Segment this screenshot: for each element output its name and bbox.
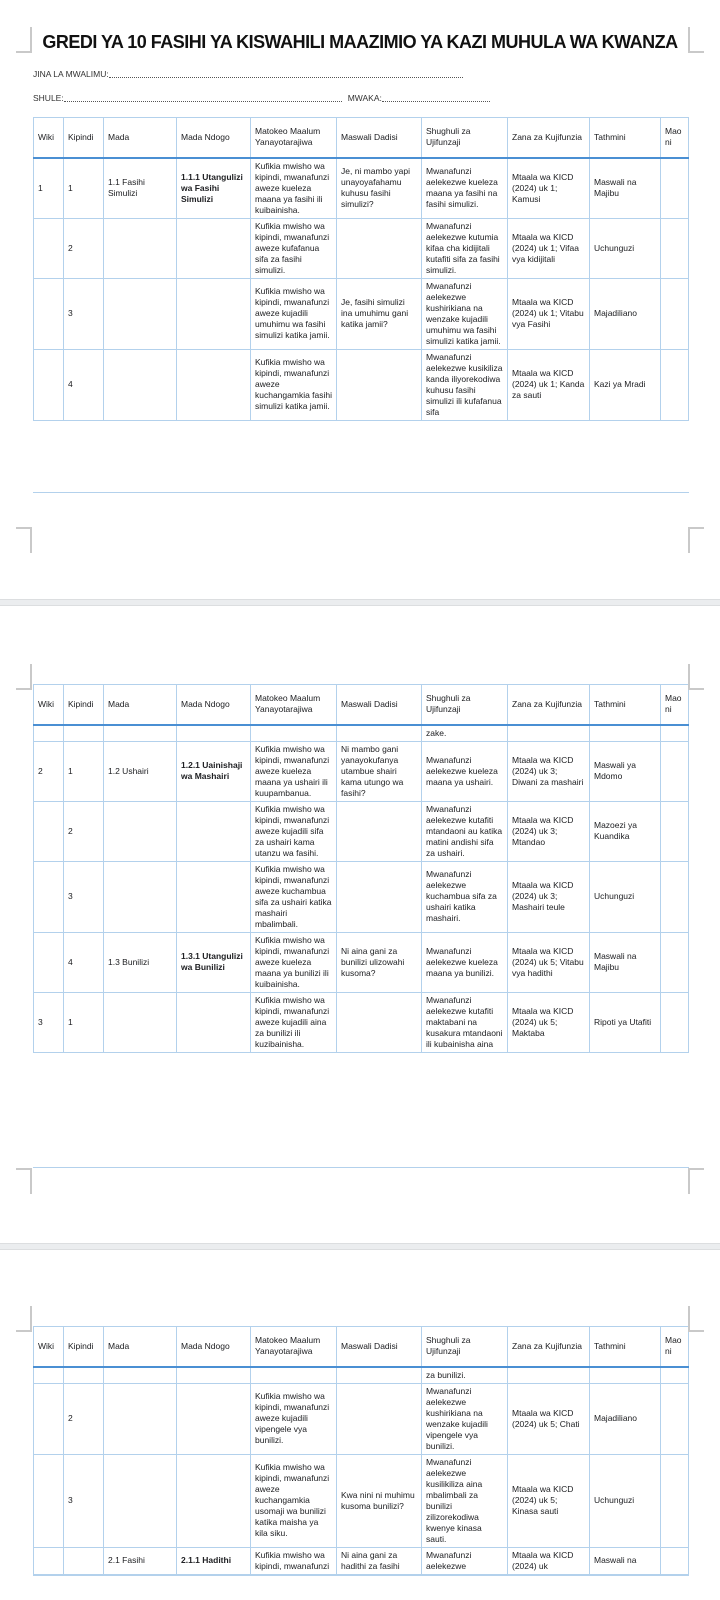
cell-mada xyxy=(104,801,177,861)
column-header: Mada Ndogo xyxy=(177,1327,251,1367)
cell-wiki xyxy=(34,1383,64,1454)
column-header: Mada xyxy=(104,685,177,725)
cell-shughuli: za bunilizi. xyxy=(422,1367,508,1384)
column-header: Wiki xyxy=(34,118,64,158)
year-label: MWAKA: xyxy=(347,93,382,103)
cell-zana: Mtaala wa KICD (2024) uk 1; Vitabu vya Fasihi xyxy=(508,278,590,349)
cell-matokeo: Kufikia mwisho wa kipindi, mwanafunzi aweze kuchangamkia fasihi simulizi katika jamii. xyxy=(251,349,337,420)
cell-maoni xyxy=(661,801,689,861)
cell-matokeo: Kufikia mwisho wa kipindi, mwanafunzi aweze kufafanua sifa za fasihi simulizi. xyxy=(251,218,337,278)
cell-mada-ndogo: 2.1.1 Hadithi xyxy=(177,1547,251,1574)
scheme-of-work-table xyxy=(33,1326,689,1575)
cell-maswali: Je, fasihi simulizi ina umuhimu gani katika jamii? xyxy=(337,278,422,349)
table-header-row xyxy=(34,118,689,158)
cell-wiki xyxy=(34,1547,64,1574)
cell-kipindi: 4 xyxy=(64,932,104,992)
cell-wiki xyxy=(34,725,64,742)
cell-tathmini xyxy=(590,1367,661,1384)
cell-wiki xyxy=(34,218,64,278)
cell-maswali xyxy=(337,1367,422,1384)
cell-kipindi: 2 xyxy=(64,218,104,278)
table-header-row xyxy=(34,685,689,725)
cell-zana: Mtaala wa KICD (2024) uk 5; Chati xyxy=(508,1383,590,1454)
teacher-name-label: JINA LA MWALIMU: xyxy=(33,69,109,79)
cell-kipindi: 2 xyxy=(64,1383,104,1454)
cell-maswali xyxy=(337,992,422,1052)
column-header: Shughuli za Ujifunzaji xyxy=(422,118,508,158)
column-header: Mada xyxy=(104,1327,177,1367)
cell-zana: Mtaala wa KICD (2024) uk 3; Mashairi teule xyxy=(508,861,590,932)
cell-zana xyxy=(508,1367,590,1384)
cell-maoni xyxy=(661,349,689,420)
column-header: Mada xyxy=(104,118,177,158)
column-header: Maoni xyxy=(661,685,689,725)
cell-matokeo: Kufikia mwisho wa kipindi, mwanafunzi xyxy=(251,1547,337,1574)
cell-zana: Mtaala wa KICD (2024) uk 1; Kamusi xyxy=(508,158,590,219)
cell-tathmini: Mazoezi ya Kuandika xyxy=(590,801,661,861)
school-blank xyxy=(64,94,342,102)
cell-wiki xyxy=(34,1454,64,1547)
cell-maswali: Ni aina gani za hadithi za fasihi xyxy=(337,1547,422,1574)
cell-mada-ndogo xyxy=(177,725,251,742)
column-header: Kipindi xyxy=(64,1327,104,1367)
cell-zana: Mtaala wa KICD (2024) uk 3; Diwani za mashairi xyxy=(508,741,590,801)
cell-maswali xyxy=(337,725,422,742)
cell-maoni xyxy=(661,158,689,219)
cell-maoni xyxy=(661,992,689,1052)
column-header: Zana za Kujifunzia xyxy=(508,118,590,158)
cell-wiki: 1 xyxy=(34,158,64,219)
cell-mada xyxy=(104,725,177,742)
schedule-table-page2 xyxy=(33,684,689,1168)
scheme-of-work-table xyxy=(33,117,689,421)
page-3 xyxy=(0,1250,720,1600)
page-1 xyxy=(0,0,720,599)
cell-maoni xyxy=(661,741,689,801)
column-header: Mada Ndogo xyxy=(177,118,251,158)
column-header: Wiki xyxy=(34,1327,64,1367)
cell-mada xyxy=(104,1454,177,1547)
cell-shughuli: Mwanafunzi aelekezwe kusilikiliza aina mbalimbali za bunilizi zilizorekodiwa kwenye kinasa sauti. xyxy=(422,1454,508,1547)
table-row xyxy=(34,725,689,742)
column-header: Maswali Dadisi xyxy=(337,685,422,725)
cell-tathmini: Maswali na Majibu xyxy=(590,158,661,219)
cell-mada xyxy=(104,1383,177,1454)
table-row xyxy=(34,278,689,349)
column-header: Zana za Kujifunzia xyxy=(508,685,590,725)
page-corner-mark xyxy=(16,1306,32,1332)
page-corner-mark xyxy=(688,664,704,690)
cell-tathmini: Uchunguzi xyxy=(590,861,661,932)
cell-mada-ndogo xyxy=(177,1454,251,1547)
cell-maswali: Je, ni mambo yapi unayoyafahamu kuhusu fasihi simulizi? xyxy=(337,158,422,219)
cell-mada: 1.3 Bunilizi xyxy=(104,932,177,992)
cell-wiki xyxy=(34,278,64,349)
cell-maoni xyxy=(661,1454,689,1547)
cell-mada xyxy=(104,1367,177,1384)
cell-shughuli: Mwanafunzi aelekezwe kusikiliza kanda iliyorekodiwa kuhusu fasihi simulizi ili kufafanua sifa xyxy=(422,349,508,420)
scheme-of-work-table xyxy=(33,684,689,1053)
cell-mada-ndogo xyxy=(177,218,251,278)
table-row xyxy=(34,1547,689,1574)
column-header: Matokeo Maalum Yanayotarajiwa xyxy=(251,118,337,158)
cell-maswali xyxy=(337,801,422,861)
school-label: SHULE: xyxy=(33,93,64,103)
cell-mada xyxy=(104,278,177,349)
page-2 xyxy=(0,606,720,1243)
page-corner-mark xyxy=(16,27,32,53)
cell-maoni xyxy=(661,278,689,349)
cell-tathmini: Majadiliano xyxy=(590,278,661,349)
cell-kipindi: 1 xyxy=(64,741,104,801)
cell-wiki xyxy=(34,349,64,420)
cell-matokeo xyxy=(251,1367,337,1384)
table-row xyxy=(34,932,689,992)
cell-tathmini: Uchunguzi xyxy=(590,1454,661,1547)
cell-shughuli: Mwanafunzi aelekezwe xyxy=(422,1547,508,1574)
column-header: Shughuli za Ujifunzaji xyxy=(422,1327,508,1367)
column-header: Maswali Dadisi xyxy=(337,118,422,158)
column-header: Mada Ndogo xyxy=(177,685,251,725)
cell-mada xyxy=(104,992,177,1052)
cell-wiki xyxy=(34,1367,64,1384)
cell-kipindi: 3 xyxy=(64,1454,104,1547)
cell-mada-ndogo xyxy=(177,278,251,349)
table-row xyxy=(34,801,689,861)
column-header: Matokeo Maalum Yanayotarajiwa xyxy=(251,1327,337,1367)
column-header: Tathmini xyxy=(590,118,661,158)
cell-matokeo: Kufikia mwisho wa kipindi, mwanafunzi aweze kueleza maana ya bunilizi ili kuibainisha. xyxy=(251,932,337,992)
cell-maswali xyxy=(337,1383,422,1454)
cell-wiki: 2 xyxy=(34,741,64,801)
cell-maoni xyxy=(661,861,689,932)
cell-shughuli: Mwanafunzi aelekezwe kutafiti mtandaoni au katika matini andishi sifa za ushairi. xyxy=(422,801,508,861)
column-header: Maoni xyxy=(661,1327,689,1367)
cell-matokeo xyxy=(251,725,337,742)
column-header: Matokeo Maalum Yanayotarajiwa xyxy=(251,685,337,725)
cell-maswali: Kwa nini ni muhimu kusoma bunilizi? xyxy=(337,1454,422,1547)
cell-kipindi: 4 xyxy=(64,349,104,420)
cell-kipindi: 3 xyxy=(64,278,104,349)
column-header: Tathmini xyxy=(590,1327,661,1367)
cell-zana: Mtaala wa KICD (2024) uk 1; Vifaa vya kidijitali xyxy=(508,218,590,278)
column-header: Maoni xyxy=(661,118,689,158)
cell-matokeo: Kufikia mwisho wa kipindi, mwanafunzi aweze kuchambua sifa za ushairi katika mashairi mbalimbali. xyxy=(251,861,337,932)
cell-wiki xyxy=(34,861,64,932)
cell-maoni xyxy=(661,725,689,742)
table-row xyxy=(34,158,689,219)
cell-mada-ndogo: 1.1.1 Utangulizi wa Fasihi Simulizi xyxy=(177,158,251,219)
cell-shughuli: Mwanafunzi aelekezwe kueleza maana ya fasihi na fasihi simulizi. xyxy=(422,158,508,219)
cell-zana: Mtaala wa KICD (2024) uk 3; Mtandao xyxy=(508,801,590,861)
table-row xyxy=(34,218,689,278)
teacher-name-blank xyxy=(109,70,463,78)
cell-mada: 1.2 Ushairi xyxy=(104,741,177,801)
table-row xyxy=(34,1367,689,1384)
cell-zana: Mtaala wa KICD (2024) uk 5; Kinasa sauti xyxy=(508,1454,590,1547)
cell-kipindi xyxy=(64,1547,104,1574)
cell-matokeo: Kufikia mwisho wa kipindi, mwanafunzi aweze kuchangamkia usomaji wa bunilizi katika maisha ya kila siku. xyxy=(251,1454,337,1547)
cell-matokeo: Kufikia mwisho wa kipindi, mwanafunzi aweze kujadili sifa za ushairi kama utanzu wa fasihi. xyxy=(251,801,337,861)
page-corner-mark xyxy=(16,527,32,553)
cell-shughuli: Mwanafunzi aelekezwe kushirikiana na wenzake kujadili umuhimu wa fasihi simulizi katika jamii. xyxy=(422,278,508,349)
cell-matokeo: Kufikia mwisho wa kipindi, mwanafunzi aweze kujadili umuhimu wa fasihi simulizi katika jamii. xyxy=(251,278,337,349)
column-header: Tathmini xyxy=(590,685,661,725)
column-header: Maswali Dadisi xyxy=(337,1327,422,1367)
page-corner-mark xyxy=(688,27,704,53)
table-row xyxy=(34,861,689,932)
cell-tathmini: Maswali na xyxy=(590,1547,661,1574)
cell-maswali xyxy=(337,349,422,420)
page-title: GREDI YA 10 FASIHI YA KISWAHILI MAAZIMIO YA KAZI MUHULA WA KWANZA xyxy=(42,32,678,52)
year-blank xyxy=(382,94,490,102)
cell-kipindi xyxy=(64,725,104,742)
cell-kipindi xyxy=(64,1367,104,1384)
cell-wiki: 3 xyxy=(34,992,64,1052)
cell-shughuli: Mwanafunzi aelekezwe kueleza maana ya ushairi. xyxy=(422,741,508,801)
table-row xyxy=(34,1454,689,1547)
cell-tathmini: Majadiliano xyxy=(590,1383,661,1454)
cell-maswali xyxy=(337,861,422,932)
page-corner-mark xyxy=(688,1168,704,1194)
school-year-line xyxy=(33,93,720,103)
cell-shughuli: Mwanafunzi aelekezwe kuchambua sifa za ushairi katika mashairi. xyxy=(422,861,508,932)
cell-maoni xyxy=(661,1367,689,1384)
cell-maoni xyxy=(661,218,689,278)
cell-matokeo: Kufikia mwisho wa kipindi, mwanafunzi aweze kueleza maana ya fasihi ili kuibainisha. xyxy=(251,158,337,219)
cell-matokeo: Kufikia mwisho wa kipindi, mwanafunzi aweze kujadili vipengele vya bunilizi. xyxy=(251,1383,337,1454)
cell-shughuli: zake. xyxy=(422,725,508,742)
cell-tathmini: Kazi ya Mradi xyxy=(590,349,661,420)
cell-mada-ndogo xyxy=(177,349,251,420)
cell-kipindi: 1 xyxy=(64,992,104,1052)
cell-mada xyxy=(104,349,177,420)
cell-maoni xyxy=(661,1383,689,1454)
table-row xyxy=(34,992,689,1052)
cell-mada-ndogo xyxy=(177,801,251,861)
cell-kipindi: 2 xyxy=(64,801,104,861)
cell-kipindi: 1 xyxy=(64,158,104,219)
cell-mada-ndogo xyxy=(177,1383,251,1454)
cell-zana: Mtaala wa KICD (2024) uk xyxy=(508,1547,590,1574)
column-header: Wiki xyxy=(34,685,64,725)
cell-matokeo: Kufikia mwisho wa kipindi, mwanafunzi aweze kujadili aina za bunilizi ili kuzibainisha. xyxy=(251,992,337,1052)
cell-kipindi: 3 xyxy=(64,861,104,932)
table-row xyxy=(34,349,689,420)
page-break xyxy=(0,599,720,606)
page-corner-mark xyxy=(16,664,32,690)
cell-shughuli: Mwanafunzi aelekezwe kutumia kifaa cha kidijitali kutafiti sifa za fasihi simulizi. xyxy=(422,218,508,278)
cell-shughuli: Mwanafunzi aelekezwe kushirikiana na wenzake kujadili vipengele vya bunilizi. xyxy=(422,1383,508,1454)
cell-mada: 2.1 Fasihi xyxy=(104,1547,177,1574)
cell-mada xyxy=(104,861,177,932)
cell-wiki xyxy=(34,801,64,861)
column-header: Kipindi xyxy=(64,118,104,158)
column-header: Zana za Kujifunzia xyxy=(508,1327,590,1367)
table-row xyxy=(34,1383,689,1454)
page-corner-mark xyxy=(688,527,704,553)
cell-maswali xyxy=(337,218,422,278)
cell-matokeo: Kufikia mwisho wa kipindi, mwanafunzi aweze kueleza maana ya ushairi ili kuupambanua. xyxy=(251,741,337,801)
table-row xyxy=(34,741,689,801)
table-header-row xyxy=(34,1327,689,1367)
cell-mada-ndogo xyxy=(177,861,251,932)
cell-tathmini: Maswali na Majibu xyxy=(590,932,661,992)
cell-mada-ndogo xyxy=(177,992,251,1052)
cell-mada: 1.1 Fasihi Simulizi xyxy=(104,158,177,219)
cell-zana: Mtaala wa KICD (2024) uk 5; Maktaba xyxy=(508,992,590,1052)
cell-wiki xyxy=(34,932,64,992)
cell-maswali: Ni mambo gani yanayokufanya utambue shairi kama utungo wa fasihi? xyxy=(337,741,422,801)
schedule-table-page1 xyxy=(33,117,689,493)
cell-tathmini: Uchunguzi xyxy=(590,218,661,278)
cell-zana: Mtaala wa KICD (2024) uk 1; Kanda za sauti xyxy=(508,349,590,420)
cell-shughuli: Mwanafunzi aelekezwe kutafiti maktabani na kusakura mtandaoni ili kubainisha aina xyxy=(422,992,508,1052)
page-corner-mark xyxy=(16,1168,32,1194)
cell-mada-ndogo xyxy=(177,1367,251,1384)
cell-tathmini: Ripoti ya Utafiti xyxy=(590,992,661,1052)
teacher-name-line xyxy=(33,69,720,79)
cell-mada-ndogo: 1.3.1 Utangulizi wa Bunilizi xyxy=(177,932,251,992)
cell-shughuli: Mwanafunzi aelekezwe kueleza maana ya bunilizi. xyxy=(422,932,508,992)
cell-zana xyxy=(508,725,590,742)
page-break xyxy=(0,1243,720,1250)
cell-maswali: Ni aina gani za bunilizi ulizowahi kusoma? xyxy=(337,932,422,992)
column-header: Shughuli za Ujifunzaji xyxy=(422,685,508,725)
cell-tathmini xyxy=(590,725,661,742)
column-header: Kipindi xyxy=(64,685,104,725)
cell-zana: Mtaala wa KICD (2024) uk 5; Vitabu vya hadithi xyxy=(508,932,590,992)
page-corner-mark xyxy=(688,1306,704,1332)
schedule-table-page3 xyxy=(33,1326,689,1576)
cell-mada-ndogo: 1.2.1 Uainishaji wa Mashairi xyxy=(177,741,251,801)
cell-mada xyxy=(104,218,177,278)
cell-maoni xyxy=(661,1547,689,1574)
cell-maoni xyxy=(661,932,689,992)
cell-tathmini: Maswali ya Mdomo xyxy=(590,741,661,801)
